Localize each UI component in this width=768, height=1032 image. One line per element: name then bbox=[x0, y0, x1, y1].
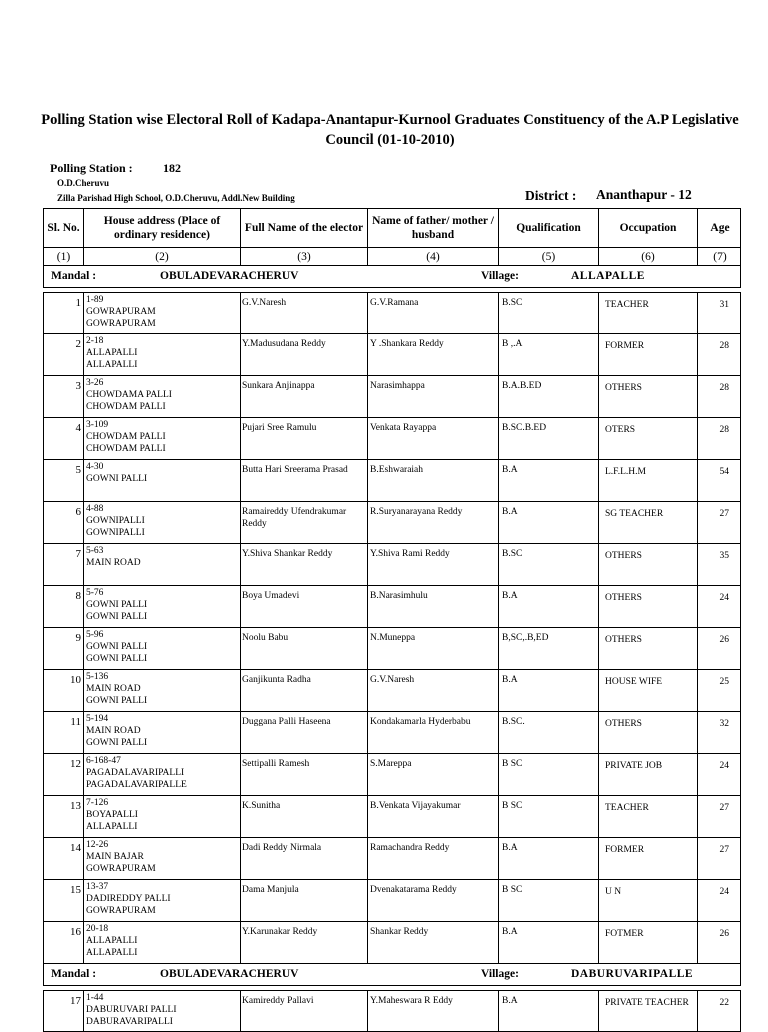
table-row bbox=[43, 418, 741, 460]
occupation: FOTMER bbox=[599, 922, 698, 963]
address-line: MAIN ROAD bbox=[86, 726, 141, 736]
address-line: GOWRAPURAM bbox=[86, 906, 156, 916]
elector-name: Butta Hari Sreerama Prasad bbox=[241, 460, 368, 501]
qualification: B.A.B.ED bbox=[499, 376, 599, 417]
mandal-village-row bbox=[43, 964, 741, 986]
qualification: B.A bbox=[499, 670, 599, 711]
father-name: G.V.Ramana bbox=[368, 293, 499, 333]
polling-station-number: 182 bbox=[163, 161, 181, 175]
table-row bbox=[43, 712, 741, 754]
serial-number: 16 bbox=[44, 922, 84, 963]
father-name: B.Narasimhulu bbox=[368, 586, 499, 627]
address-line: ALLAPALLI bbox=[86, 348, 138, 358]
father-name: B.Eshwaraiah bbox=[368, 460, 499, 501]
table-row bbox=[43, 754, 741, 796]
age: 22 bbox=[719, 998, 729, 1008]
occupation: OTHERS bbox=[599, 628, 698, 669]
qualification: B.A bbox=[499, 838, 599, 879]
qualification: B SC bbox=[499, 754, 599, 795]
age: 31 bbox=[719, 300, 729, 310]
address-line: GOWRAPURAM bbox=[86, 319, 156, 329]
qualification: B.A bbox=[499, 922, 599, 963]
address-line: ALLAPALLI bbox=[86, 822, 138, 832]
occupation: SG TEACHER bbox=[599, 502, 698, 543]
col-header-qualification: Qualification bbox=[499, 209, 599, 247]
qualification: B.A bbox=[499, 502, 599, 543]
table-row bbox=[43, 838, 741, 880]
address-line: 1-44 bbox=[86, 993, 104, 1003]
address-line: GOWRAPURAM bbox=[86, 864, 156, 874]
mandal-label: Mandal : bbox=[51, 968, 97, 980]
address-line: DABURUVARI PALLI bbox=[86, 1005, 177, 1015]
address-line: GOWNIPALLI bbox=[86, 528, 145, 538]
house-address bbox=[84, 334, 241, 375]
elector-name: G.V.Naresh bbox=[241, 293, 368, 333]
address-line: MAIN ROAD bbox=[86, 684, 141, 694]
district-value: Ananthapur - 12 bbox=[596, 187, 692, 202]
serial-number: 3 bbox=[44, 376, 84, 417]
age: 24 bbox=[719, 887, 729, 897]
village-name: DABURUVARIPALLE bbox=[571, 968, 694, 980]
col-header-elector-name: Full Name of the elector bbox=[241, 209, 368, 247]
house-address bbox=[84, 293, 241, 333]
father-name: Dvenakatarama Reddy bbox=[368, 880, 499, 921]
house-address bbox=[84, 922, 241, 963]
qualification: B.A bbox=[499, 460, 599, 501]
elector-name: Y.Shiva Shankar Reddy bbox=[241, 544, 368, 585]
father-name: S.Mareppa bbox=[368, 754, 499, 795]
address-line: GOWNI PALLI bbox=[86, 600, 148, 610]
table-row bbox=[43, 292, 741, 334]
elector-name: Y.Madusudana Reddy bbox=[241, 334, 368, 375]
elector-name: Kamireddy Pallavi bbox=[241, 991, 368, 1031]
age: 28 bbox=[719, 383, 729, 393]
qualification: B ,.A bbox=[499, 334, 599, 375]
address-line: GOWNI PALLI bbox=[86, 738, 148, 748]
mandal-village-row bbox=[43, 266, 741, 288]
address-line: PAGADALAVARIPALLE bbox=[86, 780, 187, 790]
father-name: Y .Shankara Reddy bbox=[368, 334, 499, 375]
polling-station-label: Polling Station : bbox=[50, 161, 133, 175]
serial-number: 13 bbox=[44, 796, 84, 837]
age: 28 bbox=[719, 425, 729, 435]
table-row bbox=[43, 376, 741, 418]
column-number-row bbox=[43, 248, 741, 266]
table-row bbox=[43, 880, 741, 922]
roll-sections bbox=[43, 266, 741, 1032]
elector-name: Pujari Sree Ramulu bbox=[241, 418, 368, 459]
table-row bbox=[43, 922, 741, 964]
address-line: 5-194 bbox=[86, 714, 109, 724]
address-line: 4-30 bbox=[86, 462, 104, 472]
address-line: GOWNIPALLI bbox=[86, 516, 145, 526]
father-name: N.Muneppa bbox=[368, 628, 499, 669]
address-line: ALLAPALLI bbox=[86, 936, 138, 946]
qualification: B.SC bbox=[499, 293, 599, 333]
table-row bbox=[43, 628, 741, 670]
occupation: PRIVATE TEACHER bbox=[599, 991, 698, 1031]
serial-number: 12 bbox=[44, 754, 84, 795]
age: 26 bbox=[719, 635, 729, 645]
elector-name: K.Sunitha bbox=[241, 796, 368, 837]
occupation: OTHERS bbox=[599, 712, 698, 753]
col-header-age: Age bbox=[710, 222, 730, 234]
serial-number: 4 bbox=[44, 418, 84, 459]
age: 35 bbox=[719, 551, 729, 561]
address-line: CHOWDAM PALLI bbox=[86, 444, 166, 454]
occupation: OTERS bbox=[599, 418, 698, 459]
table-row bbox=[43, 544, 741, 586]
occupation: PRIVATE JOB bbox=[599, 754, 698, 795]
col-header-sl-no: Sl. No. bbox=[44, 209, 84, 247]
address-line: CHOWDAM PALLI bbox=[86, 432, 166, 442]
father-name: Venkata Rayappa bbox=[368, 418, 499, 459]
col-number: (3) bbox=[241, 248, 368, 265]
qualification: B SC bbox=[499, 796, 599, 837]
address-line: GOWNI PALLI bbox=[86, 474, 148, 484]
col-header-house-address: House address (Place of ordinary residence) bbox=[84, 209, 241, 247]
occupation: OTHERS bbox=[599, 586, 698, 627]
address-line: 12-26 bbox=[86, 840, 109, 850]
house-address bbox=[84, 586, 241, 627]
elector-name: Duggana Palli Haseena bbox=[241, 712, 368, 753]
mandal-name: OBULADEVARACHERUV bbox=[160, 968, 299, 980]
house-address bbox=[84, 880, 241, 921]
col-number: (1) bbox=[44, 248, 84, 265]
house-address bbox=[84, 376, 241, 417]
table-row bbox=[43, 334, 741, 376]
age: 27 bbox=[719, 803, 729, 813]
occupation: L.F.L.H.M bbox=[599, 460, 698, 501]
address-line: 4-88 bbox=[86, 504, 104, 514]
elector-name: Settipalli Ramesh bbox=[241, 754, 368, 795]
village-label: Village: bbox=[481, 968, 519, 980]
address-line: 3-109 bbox=[86, 420, 109, 430]
house-address bbox=[84, 838, 241, 879]
qualification: B.SC. bbox=[499, 712, 599, 753]
col-header-father-name: Name of father/ mother / husband bbox=[368, 209, 499, 247]
address-line: ALLAPALLI bbox=[86, 948, 138, 958]
address-line: MAIN BAJAR bbox=[86, 852, 144, 862]
house-address bbox=[84, 418, 241, 459]
station-building: Zilla Parishad High School, O.D.Cheruvu, Addl.New Building bbox=[57, 193, 295, 203]
age: 24 bbox=[719, 761, 729, 771]
elector-name: Dama Manjula bbox=[241, 880, 368, 921]
house-address bbox=[84, 712, 241, 753]
qualification: B SC bbox=[499, 880, 599, 921]
serial-number: 17 bbox=[44, 991, 84, 1031]
father-name: Narasimhappa bbox=[368, 376, 499, 417]
table-header bbox=[43, 208, 741, 248]
col-number: (4) bbox=[368, 248, 499, 265]
serial-number: 5 bbox=[44, 460, 84, 501]
address-line: GOWNI PALLI bbox=[86, 642, 148, 652]
house-address bbox=[84, 670, 241, 711]
address-line: CHOWDAMA PALLI bbox=[86, 390, 172, 400]
age: 24 bbox=[719, 593, 729, 603]
serial-number: 7 bbox=[44, 544, 84, 585]
station-place: O.D.Cheruvu bbox=[57, 178, 110, 188]
table-row bbox=[43, 670, 741, 712]
father-name: Y.Maheswara R Eddy bbox=[368, 991, 499, 1031]
col-number: (2) bbox=[84, 248, 241, 265]
elector-name: Noolu Babu bbox=[241, 628, 368, 669]
address-line: GOWRAPURAM bbox=[86, 307, 156, 317]
serial-number: 14 bbox=[44, 838, 84, 879]
qualification: B.A bbox=[499, 586, 599, 627]
village-label: Village: bbox=[481, 270, 519, 282]
address-line: 5-76 bbox=[86, 588, 104, 598]
elector-name: Sunkara Anjinappa bbox=[241, 376, 368, 417]
house-address bbox=[84, 754, 241, 795]
occupation: U N bbox=[599, 880, 698, 921]
father-name: Shankar Reddy bbox=[368, 922, 499, 963]
father-name: Kondakamarla Hyderbabu bbox=[368, 712, 499, 753]
mandal-label: Mandal : bbox=[51, 270, 97, 282]
document-title: Polling Station wise Electoral Roll of Kadapa-Anantapur-Kurnool Graduates Constituency of the A.P Legislative Council (01-10-2010) bbox=[41, 112, 739, 148]
address-line: DABURAVARIPALLI bbox=[86, 1017, 173, 1027]
age: 54 bbox=[719, 467, 729, 477]
table-row bbox=[43, 990, 741, 1032]
address-line: 5-136 bbox=[86, 672, 109, 682]
address-line: CHOWDAM PALLI bbox=[86, 402, 166, 412]
age: 27 bbox=[719, 845, 729, 855]
elector-name: Ganjikunta Radha bbox=[241, 670, 368, 711]
address-line: 13-37 bbox=[86, 882, 109, 892]
table-row bbox=[43, 460, 741, 502]
serial-number: 10 bbox=[44, 670, 84, 711]
father-name: B.Venkata Vijayakumar bbox=[368, 796, 499, 837]
occupation: TEACHER bbox=[599, 293, 698, 333]
house-address bbox=[84, 796, 241, 837]
address-line: DADIREDDY PALLI bbox=[86, 894, 171, 904]
district-label: District : bbox=[525, 188, 577, 203]
house-address bbox=[84, 460, 241, 501]
father-name: G.V.Naresh bbox=[368, 670, 499, 711]
occupation: OTHERS bbox=[599, 376, 698, 417]
serial-number: 15 bbox=[44, 880, 84, 921]
address-line: 5-96 bbox=[86, 630, 104, 640]
qualification: B.A bbox=[499, 991, 599, 1031]
qualification: B,SC,.B,ED bbox=[499, 628, 599, 669]
address-line: ALLAPALLI bbox=[86, 360, 138, 370]
occupation: HOUSE WIFE bbox=[599, 670, 698, 711]
address-line: BOYAPALLI bbox=[86, 810, 138, 820]
serial-number: 9 bbox=[44, 628, 84, 669]
address-line: 2-18 bbox=[86, 336, 104, 346]
col-number: (6) bbox=[599, 248, 698, 265]
age: 25 bbox=[719, 677, 729, 687]
age: 28 bbox=[719, 341, 729, 351]
occupation: FORMER bbox=[599, 838, 698, 879]
address-line: 6-168-47 bbox=[86, 756, 121, 766]
serial-number: 11 bbox=[44, 712, 84, 753]
address-line: PAGADALAVARIPALLI bbox=[86, 768, 185, 778]
serial-number: 1 bbox=[44, 293, 84, 333]
address-line: GOWNI PALLI bbox=[86, 612, 148, 622]
address-line: GOWNI PALLI bbox=[86, 654, 148, 664]
father-name: Ramachandra Reddy bbox=[368, 838, 499, 879]
table-row bbox=[43, 586, 741, 628]
serial-number: 6 bbox=[44, 502, 84, 543]
father-name: Y.Shiva Rami Reddy bbox=[368, 544, 499, 585]
mandal-name: OBULADEVARACHERUV bbox=[160, 270, 299, 282]
address-line: 3-26 bbox=[86, 378, 104, 388]
col-number: (5) bbox=[499, 248, 599, 265]
house-address bbox=[84, 544, 241, 585]
col-header-occupation: Occupation bbox=[599, 209, 698, 247]
address-line: 1-89 bbox=[86, 295, 104, 305]
elector-name: Y.Karunakar Reddy bbox=[241, 922, 368, 963]
house-address bbox=[84, 628, 241, 669]
col-number: (7) bbox=[713, 250, 727, 263]
address-line: MAIN ROAD bbox=[86, 558, 141, 568]
qualification: B.SC.B.ED bbox=[499, 418, 599, 459]
father-name: R.Suryanarayana Reddy bbox=[368, 502, 499, 543]
address-line: 20-18 bbox=[86, 924, 109, 934]
table-row bbox=[43, 796, 741, 838]
age: 27 bbox=[719, 509, 729, 519]
address-line: 7-126 bbox=[86, 798, 109, 808]
occupation: FORMER bbox=[599, 334, 698, 375]
age: 32 bbox=[719, 719, 729, 729]
serial-number: 2 bbox=[44, 334, 84, 375]
qualification: B.SC bbox=[499, 544, 599, 585]
address-line: GOWNI PALLI bbox=[86, 696, 148, 706]
occupation: OTHERS bbox=[599, 544, 698, 585]
elector-name: Ramaireddy Ufendrakumar Reddy bbox=[241, 502, 368, 543]
elector-name: Boya Umadevi bbox=[241, 586, 368, 627]
serial-number: 8 bbox=[44, 586, 84, 627]
house-address bbox=[84, 991, 241, 1031]
village-name: ALLAPALLE bbox=[571, 270, 645, 282]
table-row bbox=[43, 502, 741, 544]
address-line: 5-63 bbox=[86, 546, 104, 556]
age: 26 bbox=[719, 929, 729, 939]
house-address bbox=[84, 502, 241, 543]
occupation: TEACHER bbox=[599, 796, 698, 837]
electoral-roll-table bbox=[43, 208, 741, 1032]
elector-name: Dadi Reddy Nirmala bbox=[241, 838, 368, 879]
